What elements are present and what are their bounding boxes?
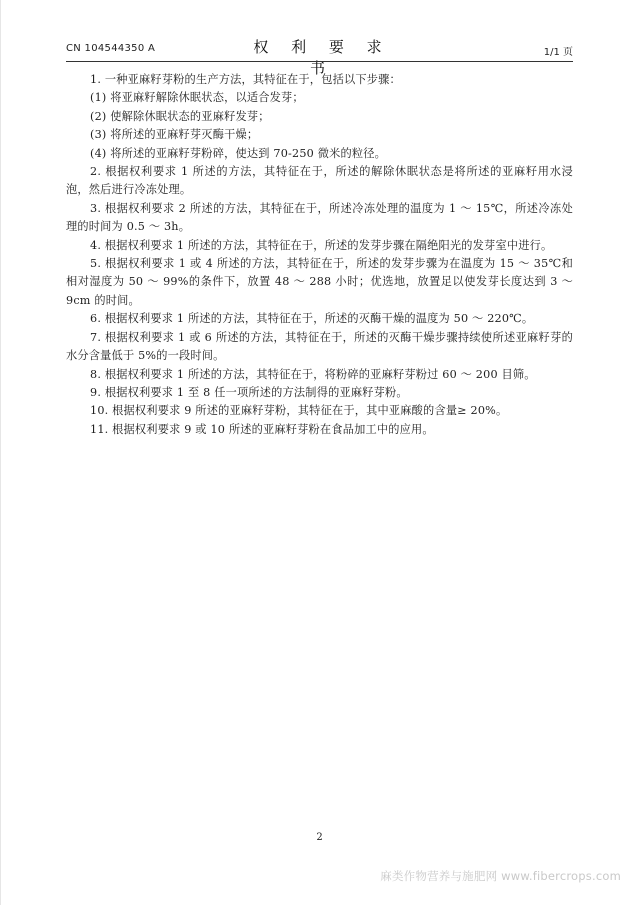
claim-paragraph: 9. 根据权利要求 1 至 8 任一项所述的方法制得的亚麻籽芽粉。 <box>90 385 408 399</box>
site-watermark: 麻类作物营养与施肥网 www.fibercrops.com <box>380 869 621 883</box>
claim-paragraph: 7. 根据权利要求 1 或 6 所述的方法，其特征在于，所述的灭酶干燥步骤持续使所述亚麻籽芽的水分含量低于 5%的一段时间。 <box>66 330 573 363</box>
claim-paragraph: 10. 根据权利要求 9 所述的亚麻籽芽粉，其特征在于，其中亚麻酸的含量≥ 20%。 <box>90 404 508 418</box>
claim-paragraph: 8. 根据权利要求 1 所述的方法，其特征在于，将粉碎的亚麻籽芽粉过 60 ～ 200 目筛。 <box>90 367 536 381</box>
page-count: 1/1 页 <box>543 47 573 58</box>
claim-paragraph: (4) 将所述的亚麻籽芽粉碎，使达到 70-250 微米的粒径。 <box>90 146 387 160</box>
claim-paragraph: 11. 根据权利要求 9 或 10 所述的亚麻籽芽粉在食品加工中的应用。 <box>90 422 434 436</box>
claim-paragraph: (2) 使解除休眠状态的亚麻籽发芽； <box>90 109 270 123</box>
claims-list <box>66 71 573 439</box>
publication-number: CN 104544350 A <box>66 43 156 54</box>
document-title: 权 利 要 求 书 <box>253 38 391 77</box>
claim-paragraph: 4. 根据权利要求 1 所述的方法，其特征在于，所述的发芽步骤在隔绝阳光的发芽室中进行。 <box>90 238 553 252</box>
page-edge <box>0 0 1 905</box>
claim-paragraph: 5. 根据权利要求 1 或 4 所述的方法，其特征在于，所述的发芽步骤为在温度为 15 ～ 35℃和相对湿度为 50 ～ 99%的条件下，放置 48 ～ 288 小时；优选地，放置足以使发芽长度达到 3 ～ 9cm 的时间。 <box>66 257 573 307</box>
claim-paragraph: (3) 将所述的亚麻籽芽灭酶干燥； <box>90 128 259 142</box>
claim-paragraph: 1. 一种亚麻籽芽粉的生产方法，其特征在于，包括以下步骤： <box>90 73 401 86</box>
page-number: 2 <box>316 832 323 843</box>
claim-paragraph: (1) 将亚麻籽解除休眠状态，以适合发芽； <box>90 91 304 105</box>
claim-paragraph: 6. 根据权利要求 1 所述的方法，其特征在于，所述的灭酶干燥的温度为 50 ～ 220℃。 <box>90 312 534 326</box>
claim-paragraph: 3. 根据权利要求 2 所述的方法，其特征在于，所述冷冻处理的温度为 1 ～ 15℃，所述冷冻处理的时间为 0.5 ～ 3h。 <box>66 201 573 234</box>
document-header <box>66 36 573 77</box>
header-divider <box>66 61 573 62</box>
claim-paragraph: 2. 根据权利要求 1 所述的方法，其特征在于，所述的解除休眠状态是将所述的亚麻籽用水浸泡，然后进行冷冻处理。 <box>66 165 573 197</box>
